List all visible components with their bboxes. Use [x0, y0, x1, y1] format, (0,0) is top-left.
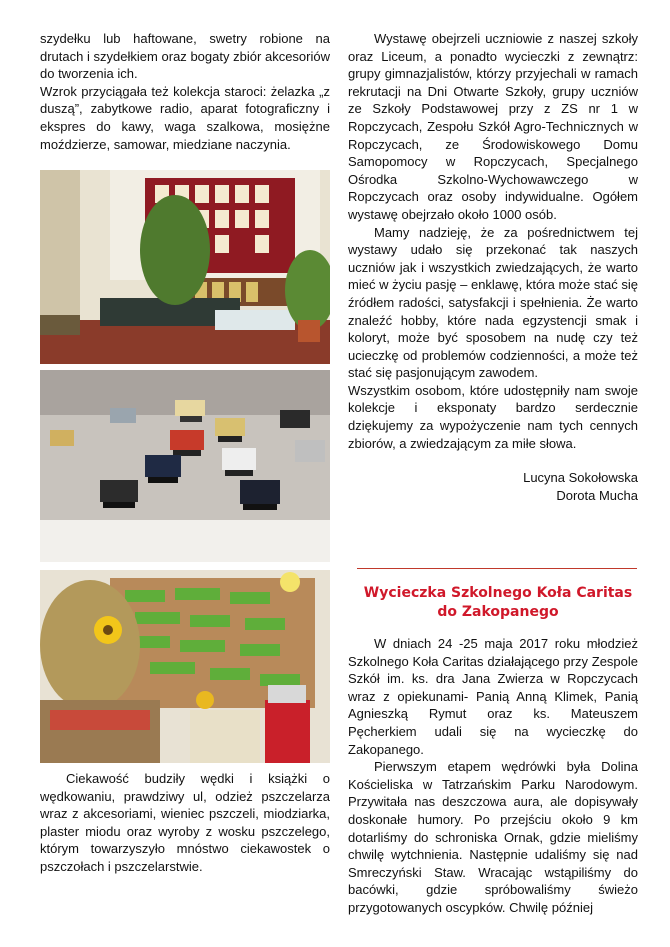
article-paragraph-2: Pierwszym etapem wędrówki była Dolina Kościeliska w Tatrzańskim Parku Narodowym. Przywitała nas deszczowa aura, ale dopisywały doskonałe humory. Po przejściu około 9 km dotarliśmy do schroniska Ornak, gdzie mieliśmy chwilę wytchnienia. Następnie udaliśmy się nad Smreczyński Staw. Wracając wstąpiliśmy do bacówki, gdzie spróbowaliśmy świeżo przygotowanych oscypków. Chwilę później — [348, 759, 638, 915]
author-signature-1: Lucyna Sokołowska — [523, 470, 638, 486]
paragraph-hope: Mamy nadzieję, że za pośrednictwem tej wystawy udało się przekonać tak naszych uczniów jak i wszystkich zwiedzających, że warto mieć w życiu pasję – enklawę, która może stać się źródłem radości, satysfakcji i spełnienia. Że warto znaleźć hobby, które nada egzystencji smak i koloryt, może być sposobem na nudę czy też ucieczkę od problemów codzienności, a może też stać się pasjonującym zawodem. — [348, 224, 638, 381]
article-title — [348, 584, 648, 622]
left-column-top — [40, 30, 330, 153]
section-divider — [357, 568, 637, 569]
paragraph-continued: szydełku lub haftowane, swetry robione na drutach i szydełkiem oraz bogaty zbiór akcesoriów do tworzenia ich. — [40, 31, 330, 82]
right-column-top — [348, 30, 638, 504]
photo-beekeeping-display — [40, 570, 330, 763]
article-title-line-1: Wycieczka Szkolnego Koła Caritas — [363, 585, 633, 601]
paragraph-thanks: Wszystkim osobom, które udostępniły nam swoje kolekcje i eksponaty bardzo serdecznie dziękujemy za wypożyczenie nam tych cennych zbiorów, a zwiedzającym za miłe słowa. — [348, 382, 638, 451]
photo-toy-cars — [40, 370, 330, 562]
article-title-line-2: do Zakopanego — [437, 604, 559, 620]
left-column-bottom — [40, 770, 330, 876]
author-signature-2: Dorota Mucha — [556, 487, 638, 503]
article-paragraph-1: W dniach 24 -25 maja 2017 roku młodzież Szkolnego Koła Caritas działającego przy Zespole Szkół im. ks. dra Jana Zwierza w Ropczycach wraz z opiekunami- Panią Anną Klimek, Panią Agnieszką Rymut oraz ks. Mateuszem Pęcherkiem udali się na wycieczkę do Zakopanego. — [348, 636, 638, 757]
photo-exhibition-board — [40, 170, 330, 364]
article-body — [348, 635, 638, 917]
paragraph-antiques: Wzrok przyciągała też kolekcja staroci: żelazka „z duszą”, zabytkowe radio, aparat fotograficzny i ekspres do kawy, waga szalkowa, mosiężne moździerze, samowar, miedziane naczynia. — [40, 83, 330, 152]
paragraph-beekeeping: Ciekawość budziły wędki i książki o wędkowaniu, prawdziwy ul, odzież pszczelarza wraz z akcesoriami, wieniec pszczeli, miodziarka, plaster miodu oraz wyroby z wosku pszczelego, którym towarzyszyło mnóstwo ciekawostek o pszczołach i pszczelarstwie. — [40, 771, 330, 874]
paragraph-visitors: Wystawę obejrzeli uczniowie z naszej szkoły oraz Liceum, a ponadto wycieczki z zewnątrz: grupy gimnazjalistów, którzy przyjechali w ramach rekrutacji na Dni Otwarte Szkoły, grupy uczniów ze Szkoły Podstawowej przy z ZS nr 1 w Ropczycach, Zespołu Szkół Agro-Technicznych w Ropczycach, ze Środowiskowego Domu Samopomocy w Ropczycach, Specjalnego Ośrodka Szkolno-Wychowawczego w Ropczycach oraz osoby indywidualne. Ogółem wystawę obejrzało około 1000 osób. — [348, 31, 638, 222]
